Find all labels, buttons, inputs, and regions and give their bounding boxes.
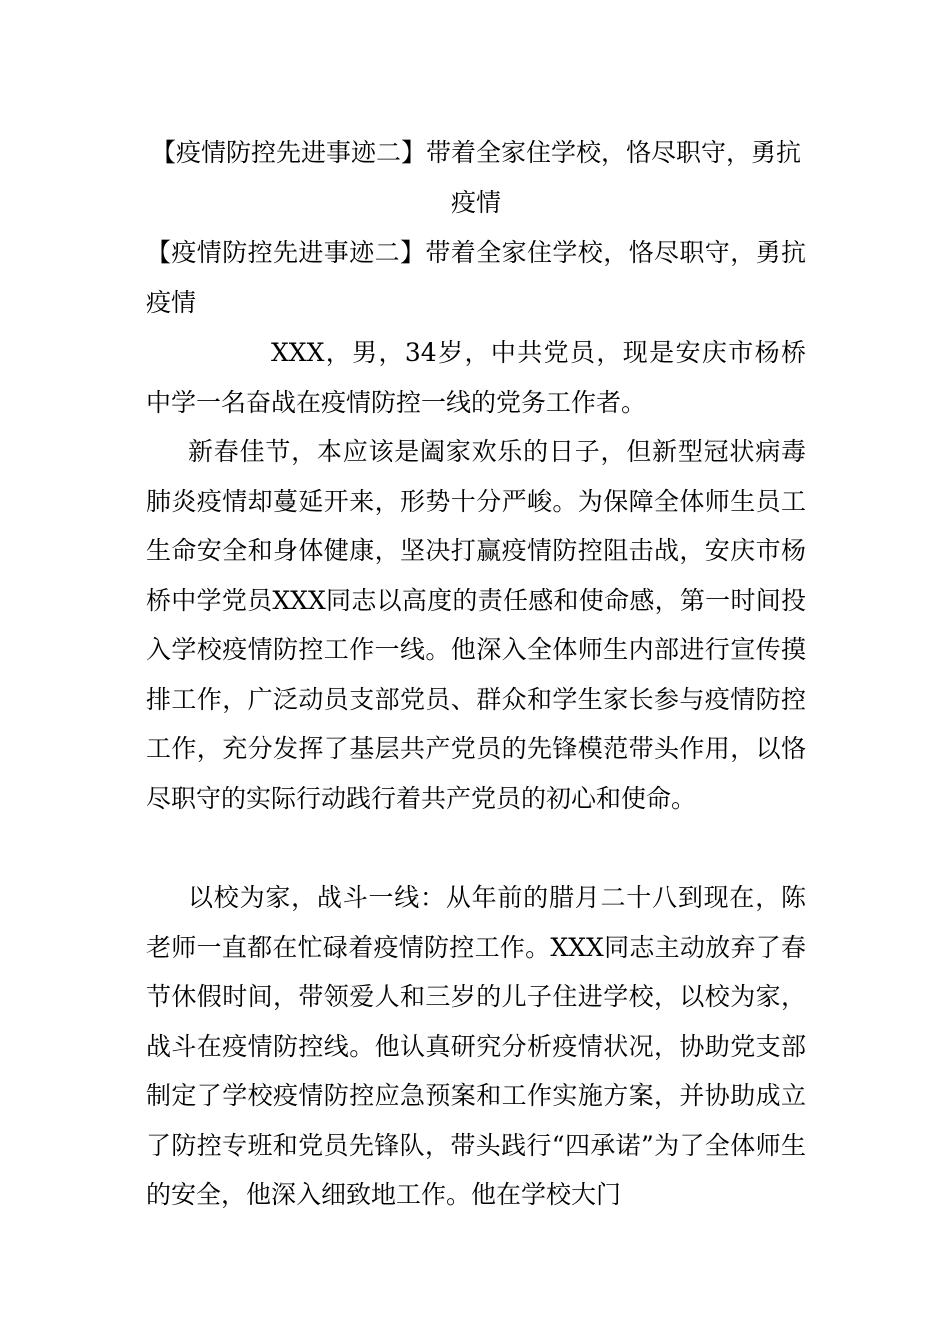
document-title: 【疫情防控先进事迹二】带着全家住学校，恪尽职守，勇抗疫情	[150, 138, 801, 217]
document-subtitle: 【疫情防控先进事迹二】带着全家住学校，恪尽职守，勇抗疫情	[146, 238, 806, 317]
paragraph-frontline: 以校为家，战斗一线：从年前的腊月二十八到现在，陈老师一直都在忙碌着疫情防控工作。XXX同志主动放弃了春节休假时间，带领爱人和三岁的儿子住进学校，以校为家，战斗在疫情防控线。他认真研究分析疫情状况，协助党支部制定了学校疫情防控应急预案和工作实施方案，并协助成立了防控专班和党员先锋队，带头践行“四承诺”为了全体师生的安全，他深入细致地工作。他在学校大门	[146, 883, 806, 1209]
paragraph-background: 新春佳节，本应该是阖家欢乐的日子，但新型冠状病毒肺炎疫情却蔓延开来，形势十分严峻。为保障全体师生员工生命安全和身体健康，坚决打赢疫情防控阻击战，安庆市杨桥中学党员XXX同志以高度的责任感和使命感，第一时间投入学校疫情防控工作一线。他深入全体师生内部进行宣传摸排工作，广泛动员支部党员、群众和学生家长参与疫情防控工作，充分发挥了基层共产党员的先锋模范带头作用，以恪尽职守的实际行动践行着共产党员的初心和使命。	[146, 437, 806, 813]
paragraph-intro: XXX，男，34岁，中共党员，现是安庆市杨桥中学一名奋战在疫情防控一线的党务工作者。	[146, 338, 806, 417]
